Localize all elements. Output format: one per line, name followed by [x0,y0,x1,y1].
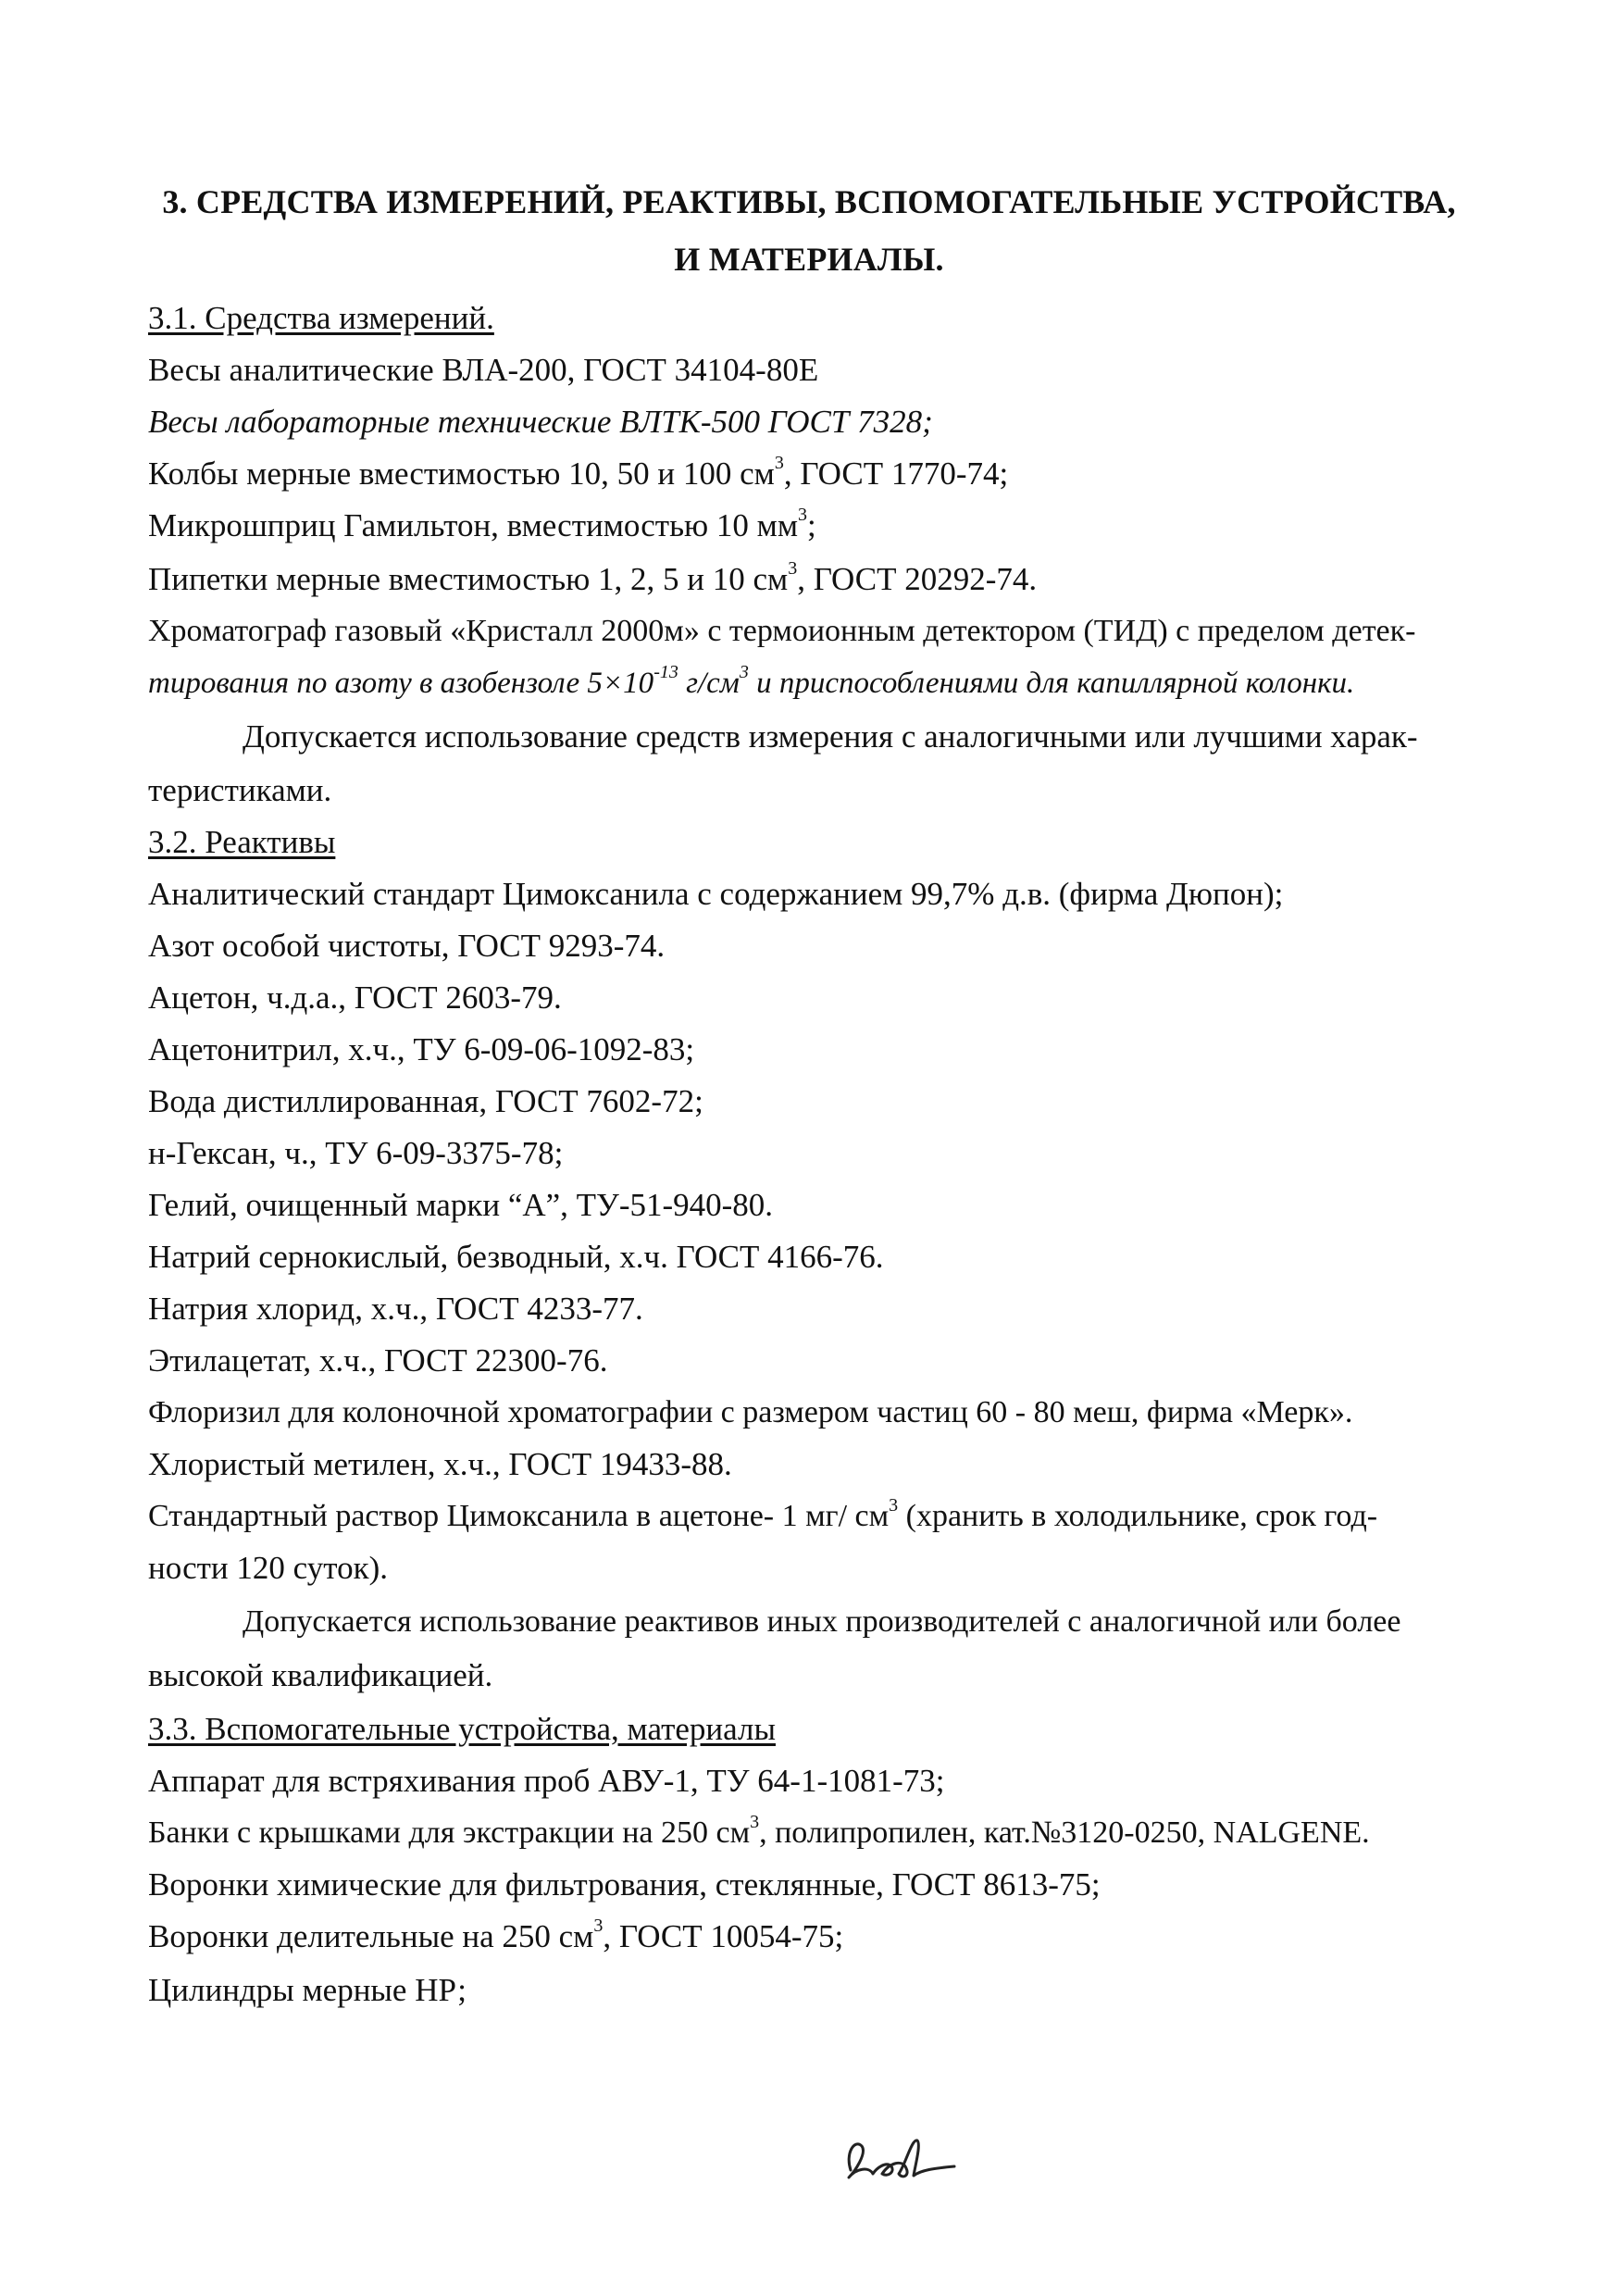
list-item: Натрий сернокислый, безводный, х.ч. ГОСТ 4166-76. [148,1239,884,1275]
list-item: Хлористый метилен, х.ч., ГОСТ 19433-88. [148,1446,732,1482]
list-item: Вода дистиллированная, ГОСТ 7602-72; [148,1083,703,1119]
note-paragraph: Допускается использование средств измерения с аналогичными или лучшими харак- [243,718,1418,755]
list-item: Банки с крышками для экстракции на 250 $см^3$, полипропилен, кат.№3120-0250, NALGENE. [148,1811,1370,1850]
list-item: Воронки делительные на 250 $см^3$, ГОСТ 10054-75; [148,1915,844,1954]
list-item: Цилиндры мерные НР; [148,1972,467,2008]
list-item: Ацетон, ч.д.а., ГОСТ 2603-79. [148,980,562,1016]
list-item: Гелий, очищенный марки “А”, ТУ-51-940-80. [148,1187,774,1223]
subsection-heading-3-1: 3.1. Средства измерений. [148,300,494,336]
list-item: н-Гексан, ч., ТУ 6-09-3375-78; [148,1135,564,1171]
note-paragraph-cont: высокой квалификацией. [148,1657,493,1693]
list-item: Этилацетат, х.ч., ГОСТ 22300-76. [148,1342,608,1379]
list-item: Ацетонитрил, х.ч., ТУ 6-09-06-1092-83; [148,1031,695,1067]
list-item-cont: тирования по азоту в азобензоле $5\times 10^{-13}$ $г/см^3$ и приспособлениями для капиллярной колонки. [148,662,1355,700]
note-paragraph: Допускается использование реактивов иных производителей с аналогичной или более [243,1604,1401,1639]
list-item: Пипетки мерные вместимостью 1, 2, 5 и 10 $см^3$, ГОСТ 20292-74. [148,558,1038,597]
list-item: Аналитический стандарт Цимоксанила с содержанием 99,7% д.в. (фирма Дюпон); [148,876,1284,912]
signature-icon [838,2126,967,2190]
list-item: Аппарат для встряхивания проб АВУ-1, ТУ 64-1-1081-73; [148,1763,945,1799]
list-item: Стандартный раствор Цимоксанила в ацетоне- 1 мг/ $см^3$ (хранить в холодильнике, срок год- [148,1494,1378,1533]
section-title-cont: И МАТЕРИАЛЫ. [674,241,944,278]
list-item: Азот особой чистоты, ГОСТ 9293-74. [148,928,666,964]
list-item: Весы лабораторные технические ВЛТК-500 ГОСТ 7328; [148,404,933,440]
subsection-heading-3-2: 3.2. Реактивы [148,824,336,860]
note-paragraph-cont: теристиками. [148,772,332,808]
list-item-cont: ности 120 суток). [148,1550,388,1586]
list-item: Хроматограф газовый «Кристалл 2000м» с термоионным детектором (ТИД) с пределом детек- [148,614,1416,648]
list-item: Колбы мерные вместимостью 10, 50 и 100 $см^3$, ГОСТ 1770-74; [148,453,1009,492]
section-title: 3. СРЕДСТВА ИЗМЕРЕНИЙ, РЕАКТИВЫ, ВСПОМОГАТЕЛЬНЫЕ УСТРОЙСТВА, [162,183,1456,220]
list-item: Флоризил для колоночной хроматографии с размером частиц 60 - 80 меш, фирма «Мерк». [148,1395,1353,1429]
list-item: Натрия хлорид, х.ч., ГОСТ 4233-77. [148,1291,643,1327]
list-item: Микрошприц Гамильтон, вместимостью 10 $мм^3$; [148,505,816,543]
subsection-heading-3-3: 3.3. Вспомогательные устройства, материалы [148,1711,776,1747]
list-item: Весы аналитические ВЛА-200, ГОСТ 34104-80Е [148,352,819,388]
list-item: Воронки химические для фильтрования, стеклянные, ГОСТ 8613-75; [148,1866,1101,1903]
